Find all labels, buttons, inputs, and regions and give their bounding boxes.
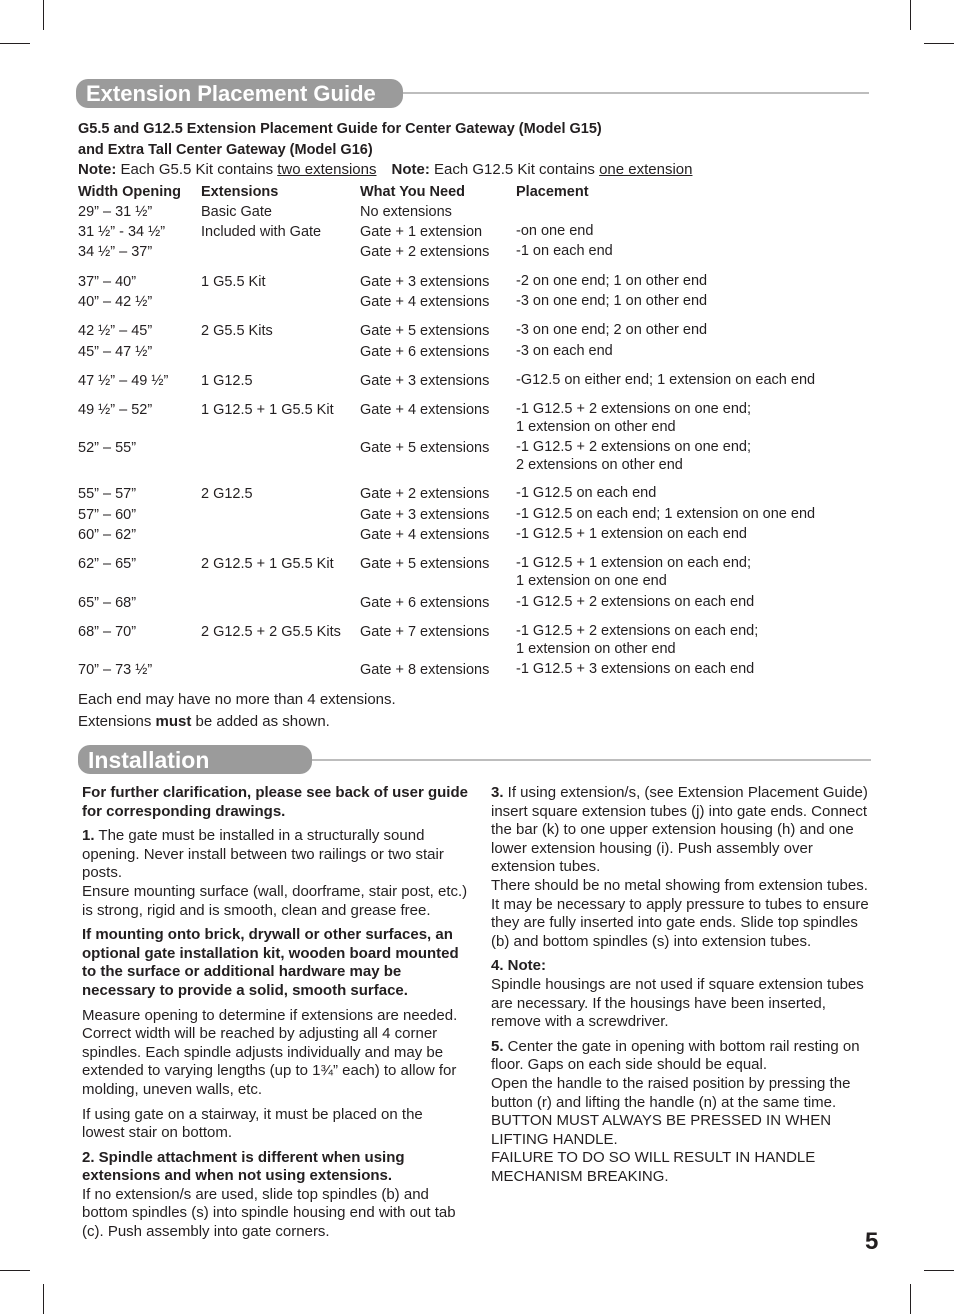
table-cell: -1 G12.5 + 2 extensions on each end; 1 extension on other end — [516, 623, 759, 657]
crop-mark — [0, 1270, 30, 1271]
note2-text: Each G12.5 Kit contains — [429, 161, 600, 178]
crop-mark — [0, 43, 30, 44]
table-cell: -1 G12.5 on each end — [516, 485, 657, 501]
crop-mark — [924, 43, 954, 44]
table-cell: -1 on each end — [516, 243, 613, 259]
note-label: Note: — [391, 161, 430, 178]
table-cell: 57” – 60” — [78, 507, 137, 523]
section-title: Installation — [78, 745, 312, 774]
table-cell: Gate + 6 extensions — [360, 344, 490, 360]
footer-note-2 — [78, 713, 330, 730]
step1-text: The gate must be installed in a structurally sound opening. Never install between two railings or two stair posts. — [82, 827, 444, 882]
step5-warning: FAILURE TO DO SO WILL RESULT IN HANDLE MECHANISM BREAKING. — [491, 1149, 816, 1185]
crop-mark — [43, 0, 44, 30]
table-cell: 2 G12.5 — [201, 486, 253, 502]
crop-mark — [924, 1270, 954, 1271]
table-cell: Included with Gate — [201, 224, 322, 240]
table-cell: -1 G12.5 + 1 extension on each end; 1 extension on one end — [516, 555, 751, 589]
install-left-column — [82, 784, 468, 1248]
table-cell: -1 G12.5 + 1 extension on each end — [516, 526, 747, 542]
note1-underlined: two extensions — [277, 161, 377, 178]
note-label: Note: — [78, 161, 117, 178]
table-cell: Gate + 6 extensions — [360, 595, 490, 611]
table-cell: 49 ½” – 52” — [78, 402, 153, 418]
column-header: What You Need — [360, 184, 465, 200]
footer-note-bold: must — [155, 713, 192, 730]
table-cell: 2 G12.5 + 1 G5.5 Kit — [201, 556, 334, 572]
table-cell: 68” – 70” — [78, 624, 137, 640]
table-cell: 34 ½” – 37” — [78, 244, 153, 260]
table-cell: 45” – 47 ½” — [78, 344, 153, 360]
table-cell: Gate + 3 extensions — [360, 507, 490, 523]
table-cell: 2 G5.5 Kits — [201, 323, 273, 339]
table-cell: 37” – 40” — [78, 274, 137, 290]
table-cell: 1 G5.5 Kit — [201, 274, 266, 290]
table-cell: -2 on one end; 1 on other end — [516, 273, 708, 289]
note2-underlined: one extension — [599, 161, 693, 178]
guide-subtitle-line2: and Extra Tall Center Gateway (Model G16) — [78, 142, 373, 158]
table-cell: Gate + 5 extensions — [360, 323, 490, 339]
guide-subtitle-line1: G5.5 and G12.5 Extension Placement Guide for Center Gateway (Model G15) — [78, 121, 602, 137]
table-cell: Gate + 4 extensions — [360, 294, 490, 310]
table-cell: Gate + 4 extensions — [360, 527, 490, 543]
table-cell: Gate + 5 extensions — [360, 440, 490, 456]
step2-text: If no extension/s are used, slide top spindles (b) and bottom spindles (s) into spindle housing end with out tab (c). Push assembly into gate corners. — [82, 1185, 456, 1241]
table-cell: Gate + 4 extensions — [360, 402, 490, 418]
table-cell: -1 G12.5 on each end; 1 extension on one end — [516, 506, 816, 522]
table-cell: 62” – 65” — [78, 556, 137, 572]
measure-text: Measure opening to determine if extensions are needed. Correct width will be reached by adjusting all 4 corner spindles. Each spindle adjusts individually and may be extended to varying lengths (up to 1¾” each) to allow for molding, uneven walls, etc. — [82, 1006, 458, 1098]
note1-text: Each G5.5 Kit contains — [116, 161, 278, 178]
crop-mark — [910, 0, 911, 30]
table-cell: Gate + 2 extensions — [360, 244, 490, 260]
table-cell: 70” – 73 ½” — [78, 662, 153, 678]
table-cell: 42 ½” – 45” — [78, 323, 153, 339]
install-right-column — [491, 784, 874, 1192]
footer-note-text: Extensions — [78, 713, 156, 730]
table-cell: 40” – 42 ½” — [78, 294, 153, 310]
stairway-text: If using gate on a stairway, it must be placed on the lowest stair on bottom. — [82, 1105, 423, 1142]
table-cell: No extensions — [360, 204, 452, 220]
step4-heading: 4. Note: — [491, 957, 547, 975]
table-cell: -1 G12.5 + 2 extensions on one end; 1 extension on other end — [516, 401, 751, 435]
intro-bold: For further clarification, please see back of user guide for corresponding drawings. — [82, 784, 468, 820]
table-cell: Gate + 3 extensions — [360, 274, 490, 290]
table-cell: Gate + 8 extensions — [360, 662, 490, 678]
footer-note-text: be added as shown. — [191, 713, 330, 730]
table-cell: 2 G12.5 + 2 G5.5 Kits — [201, 624, 341, 640]
table-cell: Basic Gate — [201, 204, 272, 220]
table-cell: -G12.5 on either end; 1 extension on each end — [516, 372, 816, 388]
table-cell: -1 G12.5 + 2 extensions on one end; 2 extensions on other end — [516, 439, 751, 473]
table-cell: 29” – 31 ½” — [78, 204, 153, 220]
crop-mark — [43, 1284, 44, 1314]
footer-note-1: Each end may have no more than 4 extensions. — [78, 691, 396, 708]
table-cell: 1 G12.5 — [201, 373, 253, 389]
table-cell: Gate + 3 extensions — [360, 373, 490, 389]
section-rule — [312, 759, 871, 761]
table-cell: 1 G12.5 + 1 G5.5 Kit — [201, 402, 334, 418]
table-cell: -3 on each end — [516, 343, 613, 359]
table-cell: Gate + 7 extensions — [360, 624, 490, 640]
step-number: 5. — [491, 1037, 504, 1055]
section-title: Extension Placement Guide — [76, 79, 403, 108]
step2-heading: 2. Spindle attachment is different when using extensions and when not using extensions. — [82, 1148, 405, 1185]
step5-text: Center the gate in opening with bottom rail resting on floor. Gaps on each side should be equal. — [491, 1037, 860, 1074]
table-cell: -3 on one end; 2 on other end — [516, 322, 708, 338]
table-cell: 52” – 55” — [78, 440, 137, 456]
page-number: 5 — [865, 1228, 879, 1255]
step3-text: If using extension/s, (see Extension Placement Guide) insert square extension tubes (j) into gate ends. Connect the bar (k) to one upper extension housing (h) and one lower extension housing (i). Push assembly over extension tubes. — [491, 784, 868, 876]
section-rule — [403, 92, 869, 94]
column-header: Placement — [516, 184, 589, 200]
table-cell: -1 G12.5 + 2 extensions on each end — [516, 594, 755, 610]
table-cell: -3 on one end; 1 on other end — [516, 293, 708, 309]
table-cell: -on one end — [516, 223, 594, 239]
column-header: Extensions — [201, 184, 279, 200]
table-cell: 55” – 57” — [78, 486, 137, 502]
table-cell: 31 ½” - 34 ½” — [78, 224, 166, 240]
step1-text2: Ensure mounting surface (wall, doorframe, stair post, etc.) is strong, rigid and is smooth, clean and grease free. — [82, 882, 468, 919]
table-cell: 65” – 68” — [78, 595, 137, 611]
step5-text2: Open the handle to the raised position by pressing the button (r) and lifting the handle (n) at the same time. — [491, 1074, 851, 1111]
step5-warning: BUTTON MUST ALWAYS BE PRESSED IN WHEN LIFTING HANDLE. — [491, 1112, 832, 1148]
kit-notes — [78, 161, 692, 178]
table-cell: 47 ½” – 49 ½” — [78, 373, 169, 389]
table-cell: Gate + 2 extensions — [360, 486, 490, 502]
step3-text2: There should be no metal showing from extension tubes. It may be necessary to apply pressure to tubes to ensure they are fully inserted into gate ends. Slide top spindles (b) and bottom spindles (s) into extension tubes. — [491, 876, 869, 950]
table-cell: Gate + 1 extension — [360, 224, 483, 240]
step-number: 1. — [82, 827, 95, 845]
step1-warning: If mounting onto brick, drywall or other surfaces, an optional gate installation kit, wooden board mounted to the surface or additional hardware may be necessary to provide a solid, smooth surface. — [82, 926, 459, 999]
table-cell: 60” – 62” — [78, 527, 137, 543]
step-number: 3. — [491, 784, 504, 801]
column-header: Width Opening — [78, 184, 181, 200]
table-cell: -1 G12.5 + 3 extensions on each end — [516, 661, 755, 677]
crop-mark — [910, 1284, 911, 1314]
step4-text: Spindle housings are not used if square extension tubes are necessary. If the housings have been inserted, remove with a screwdriver. — [491, 975, 864, 1031]
table-cell: Gate + 5 extensions — [360, 556, 490, 572]
